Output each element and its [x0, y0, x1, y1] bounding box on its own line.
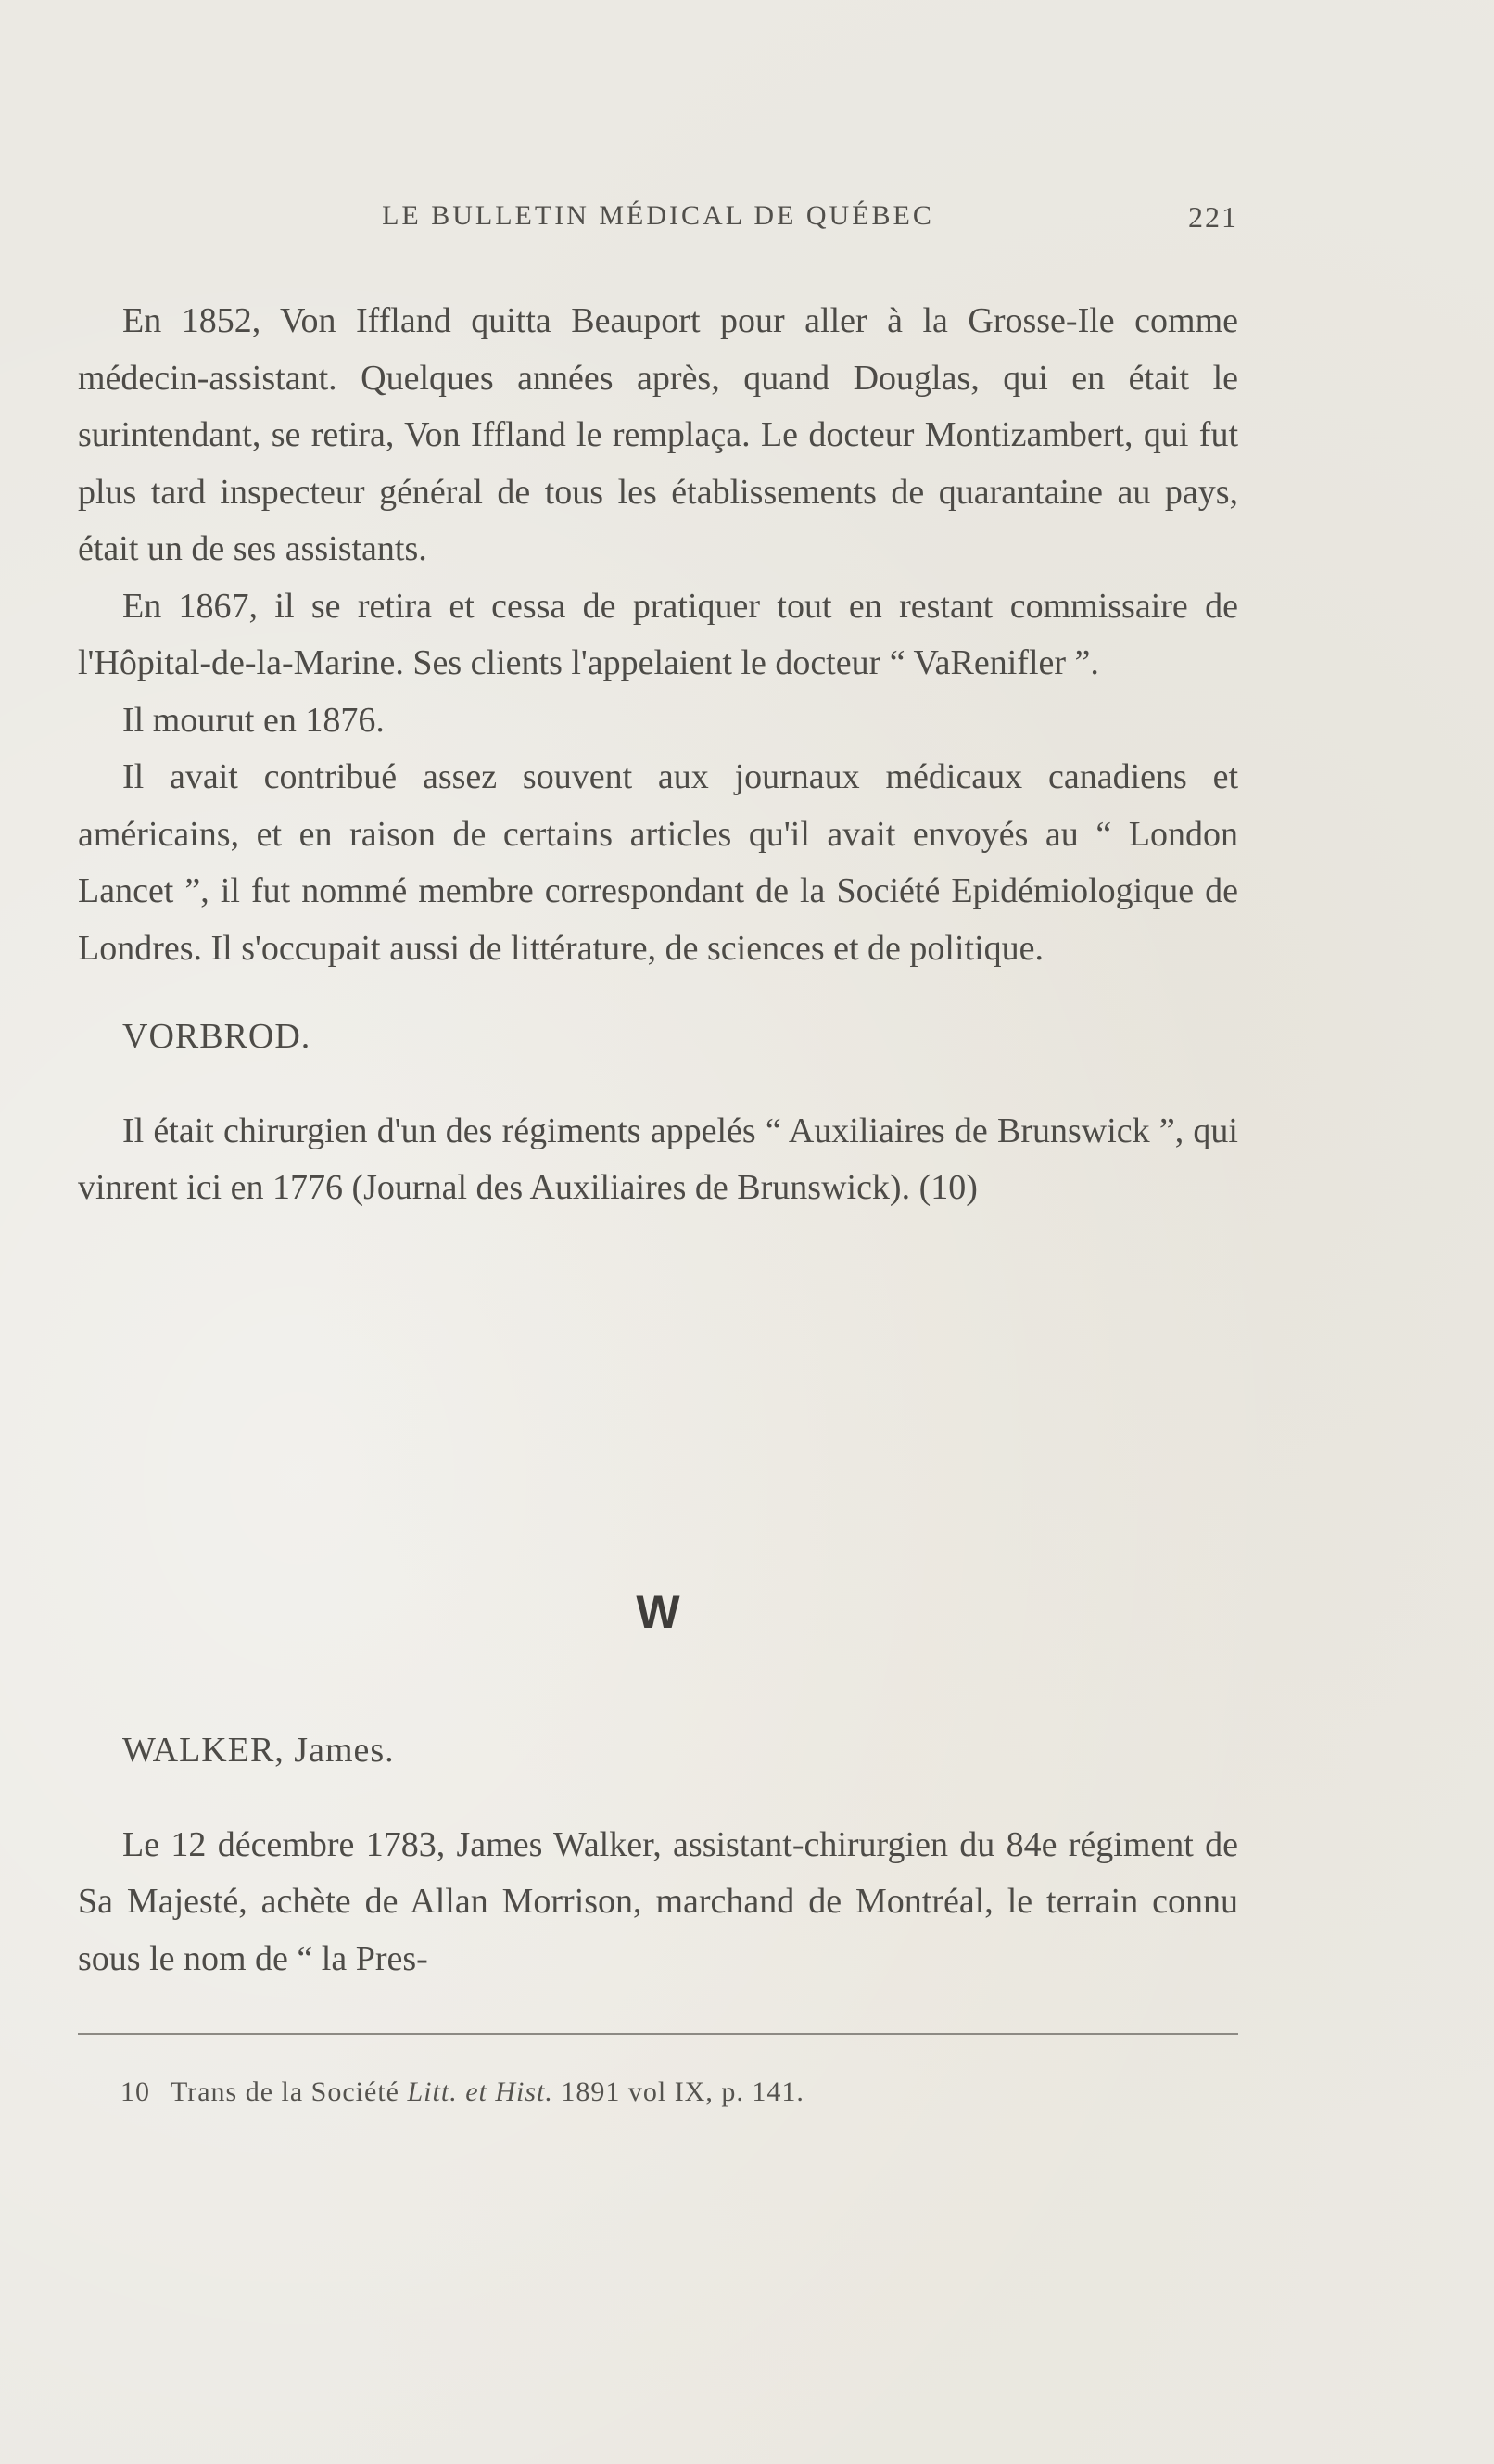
footnote-text-end: 1891 vol IX, p. 141.	[561, 2077, 804, 2107]
page-number: 221	[1188, 200, 1238, 234]
paragraph: Le 12 décembre 1783, James Walker, assistant-chirurgien du 84e régiment de Sa Majesté, achète de Allan Morrison, marchand de Montréal, le terrain connu sous le nom de “ la Pres-	[78, 1824, 1238, 1978]
footnote-text: Trans de la Société	[170, 2077, 399, 2107]
body-text-lower	[78, 1722, 1238, 1988]
running-title: LE BULLETIN MÉDICAL DE QUÉBEC	[382, 200, 934, 231]
paragraph: Il mourut en 1876.	[122, 700, 385, 740]
entry-heading-vorbrod: VORBROD.	[122, 1017, 311, 1056]
entry-heading-walker: WALKER, James.	[122, 1731, 395, 1770]
paragraph: En 1852, Von Iffland quitta Beauport pour aller à la Grosse-Ile comme médecin-assistant. Quelques années après, quand Douglas, qui en était le surintendant, se retira, Von Iffland le remplaça. Le docteur Montizambert, qui fut plus tard inspecteur général de tous les établissements de quarantaine au pays, était un de ses assistants.	[78, 301, 1238, 568]
footnote-number: 10	[120, 2077, 150, 2107]
running-header	[78, 197, 1238, 239]
paragraph: Il était chirurgien d'un des régiments appelés “ Auxiliaires de Brunswick ”, qui vinrent ici en 1776 (Journal des Auxiliaires de Brunswick). (10)	[78, 1111, 1238, 1207]
paragraph: En 1867, il se retira et cessa de pratiquer tout en restant commissaire de l'Hôpital-de-la-Marine. Ses clients l'appelaient le docteur “ VaRenifler ”.	[78, 586, 1238, 682]
paragraph: Il avait contribué assez souvent aux journaux médicaux canadiens et américains, et en raison de certains articles qu'il avait envoyés au “ London Lancet ”, il fut nommé membre correspondant de la Société Epidémiologique de Londres. Il s'occupait aussi de littérature, de sciences et de politique.	[78, 757, 1238, 968]
footnote	[120, 2077, 1233, 2108]
footnote-divider	[78, 2033, 1238, 2035]
section-letter: W	[636, 1586, 680, 1638]
body-text-upper	[78, 293, 1238, 1217]
footnote-italic-title: Litt. et Hist.	[407, 2077, 553, 2107]
